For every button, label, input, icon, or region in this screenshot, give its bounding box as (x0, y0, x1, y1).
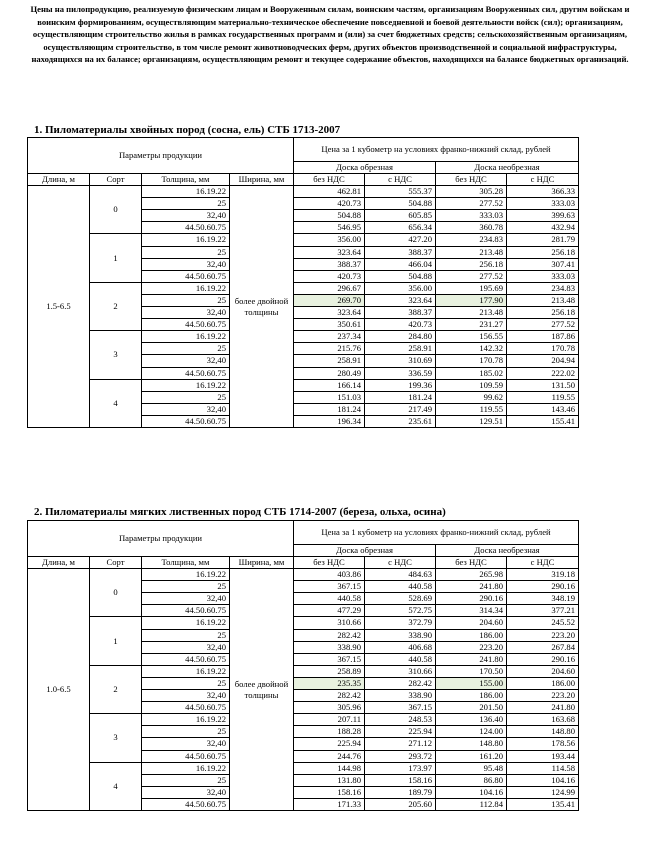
grade-header: Сорт (90, 557, 142, 569)
price-cell: 462.81 (294, 186, 365, 198)
price-cell: 144.98 (294, 762, 365, 774)
price-cell: 280.49 (294, 367, 365, 379)
thickness-cell: 25 (142, 726, 230, 738)
grade-cell: 3 (90, 331, 142, 379)
price-cell: 114.58 (507, 762, 579, 774)
price-cell: 256.18 (507, 246, 579, 258)
with-vat-header: с НДС (507, 174, 579, 186)
no-vat-header: без НДС (436, 174, 507, 186)
price-cell: 235.35 (294, 677, 365, 689)
price-cell: 158.16 (294, 786, 365, 798)
thickness-cell: 44.50.60.75 (142, 750, 230, 762)
price-cell: 305.28 (436, 186, 507, 198)
price-cell: 223.20 (436, 641, 507, 653)
price-cell: 170.50 (436, 665, 507, 677)
price-cell: 241.80 (436, 653, 507, 665)
thickness-cell: 25 (142, 246, 230, 258)
price-cell: 256.18 (507, 307, 579, 319)
price-cell: 372.79 (365, 617, 436, 629)
price-cell: 187.86 (507, 331, 579, 343)
price-cell: 420.73 (294, 198, 365, 210)
price-cell: 204.60 (507, 665, 579, 677)
price-cell: 338.90 (365, 690, 436, 702)
thickness-cell: 32,40 (142, 593, 230, 605)
price-cell: 181.24 (365, 391, 436, 403)
no-vat-header: без НДС (294, 174, 365, 186)
price-cell: 170.78 (436, 355, 507, 367)
thickness-cell: 32,40 (142, 738, 230, 750)
thickness-cell: 44.50.60.75 (142, 653, 230, 665)
price-cell: 290.16 (507, 653, 579, 665)
grade-cell: 0 (90, 569, 142, 617)
no-vat-header: без НДС (436, 557, 507, 569)
price-cell: 131.80 (294, 774, 365, 786)
price-cell: 196.34 (294, 415, 365, 427)
price-cell: 267.84 (507, 641, 579, 653)
price-cell: 271.12 (365, 738, 436, 750)
grade-cell: 2 (90, 282, 142, 330)
price-cell: 440.58 (365, 581, 436, 593)
price-cell: 136.40 (436, 714, 507, 726)
price-cell: 282.42 (294, 629, 365, 641)
price-cell: 258.91 (294, 355, 365, 367)
price-cell: 155.00 (436, 677, 507, 689)
table-row (28, 617, 579, 629)
width-header: Ширина, мм (230, 557, 294, 569)
price-cell: 244.76 (294, 750, 365, 762)
price-cell: 234.83 (507, 282, 579, 294)
thickness-cell: 25 (142, 391, 230, 403)
thickness-cell: 16.19.22 (142, 331, 230, 343)
price-cell: 282.42 (294, 690, 365, 702)
thickness-cell: 25 (142, 294, 230, 306)
thickness-cell: 44.50.60.75 (142, 270, 230, 282)
length-cell: 1.5-6.5 (28, 186, 90, 428)
price-cell: 204.60 (436, 617, 507, 629)
price-cell: 241.80 (436, 581, 507, 593)
price-table-softwood (27, 137, 579, 428)
thickness-cell: 25 (142, 677, 230, 689)
price-cell: 213.48 (436, 246, 507, 258)
price-cell: 333.03 (507, 270, 579, 282)
grade-header: Сорт (90, 174, 142, 186)
price-cell: 86.80 (436, 774, 507, 786)
edged-header: Доска обрезная (294, 544, 436, 556)
price-cell: 281.79 (507, 234, 579, 246)
price-cell: 155.41 (507, 415, 579, 427)
price-cell: 104.16 (436, 786, 507, 798)
price-cell: 356.00 (294, 234, 365, 246)
price-cell: 484.63 (365, 569, 436, 581)
table-row (28, 665, 579, 677)
price-cell: 131.50 (507, 379, 579, 391)
price-cell: 338.90 (365, 629, 436, 641)
price-cell: 258.91 (365, 343, 436, 355)
price-cell: 440.58 (365, 653, 436, 665)
price-cell: 188.28 (294, 726, 365, 738)
price-cell: 163.68 (507, 714, 579, 726)
price-cell: 367.15 (294, 581, 365, 593)
thickness-cell: 25 (142, 343, 230, 355)
price-cell: 504.88 (365, 198, 436, 210)
price-cell: 207.11 (294, 714, 365, 726)
price-cell: 158.16 (365, 774, 436, 786)
price-cell: 356.00 (365, 282, 436, 294)
thickness-cell: 44.50.60.75 (142, 222, 230, 234)
thickness-cell: 25 (142, 629, 230, 641)
price-cell: 223.20 (507, 690, 579, 702)
price-cell: 235.61 (365, 415, 436, 427)
thickness-cell: 32,40 (142, 258, 230, 270)
table-row (28, 379, 579, 391)
table-row (28, 234, 579, 246)
price-cell: 193.44 (507, 750, 579, 762)
grade-cell: 4 (90, 379, 142, 427)
width-cell: более двойной толщины (230, 186, 294, 428)
price-cell: 148.80 (507, 726, 579, 738)
price-cell: 213.48 (436, 307, 507, 319)
width-header: Ширина, мм (230, 174, 294, 186)
thickness-cell: 32,40 (142, 641, 230, 653)
price-cell: 406.68 (365, 641, 436, 653)
price-cell: 432.94 (507, 222, 579, 234)
price-header: Цена за 1 кубометр на условиях франко-нижний склад, рублей (294, 138, 579, 162)
price-cell: 215.76 (294, 343, 365, 355)
table-row (28, 331, 579, 343)
price-cell: 222.02 (507, 367, 579, 379)
price-cell: 258.89 (294, 665, 365, 677)
price-cell: 427.20 (365, 234, 436, 246)
price-cell: 310.69 (365, 355, 436, 367)
table-row (28, 186, 579, 198)
thickness-cell: 44.50.60.75 (142, 702, 230, 714)
price-cell: 201.50 (436, 702, 507, 714)
grade-cell: 1 (90, 617, 142, 665)
thickness-cell: 16.19.22 (142, 665, 230, 677)
price-cell: 367.15 (294, 653, 365, 665)
thickness-cell: 16.19.22 (142, 282, 230, 294)
price-cell: 504.88 (365, 270, 436, 282)
price-cell: 119.55 (436, 403, 507, 415)
price-cell: 129.51 (436, 415, 507, 427)
price-cell: 555.37 (365, 186, 436, 198)
thickness-cell: 32,40 (142, 210, 230, 222)
price-cell: 323.64 (294, 307, 365, 319)
price-cell: 124.00 (436, 726, 507, 738)
price-cell: 156.55 (436, 331, 507, 343)
price-cell: 388.37 (365, 307, 436, 319)
thickness-cell: 25 (142, 581, 230, 593)
length-header: Длина, м (28, 557, 90, 569)
price-cell: 143.46 (507, 403, 579, 415)
table-row (28, 762, 579, 774)
thickness-cell: 25 (142, 198, 230, 210)
price-cell: 225.94 (294, 738, 365, 750)
price-cell: 256.18 (436, 258, 507, 270)
price-cell: 277.52 (507, 319, 579, 331)
table-row (28, 714, 579, 726)
intro-text: Цены на пилопродукцию, реализуемую физическим лицам и Вооруженным силам, воинским частям, организациям Вооруженных сил, другим войскам и воинским формированиям, осуществляющим материально-техническое обеспечение повседневной и боевой деятельности войск (сил); организациям, осуществляющим строительство жилья в рамках государственных программ и (или) за счет бюджетных средств; сельскохозяйственным организациям, осуществляющим строительство, в том числе ремонт животноводческих ферм, других объектов производственной и социальной инфраструктуры, находящихся на их балансе; организациям, осуществляющим ремонт и текущее содержание объектов, находящихся на балансе бюджетных организаций. (30, 4, 630, 65)
thickness-cell: 25 (142, 774, 230, 786)
price-cell: 420.73 (294, 270, 365, 282)
price-cell: 360.78 (436, 222, 507, 234)
price-cell: 204.94 (507, 355, 579, 367)
price-cell: 314.34 (436, 605, 507, 617)
price-cell: 333.03 (436, 210, 507, 222)
thickness-header: Толщина, мм (142, 174, 230, 186)
price-cell: 142.32 (436, 343, 507, 355)
price-cell: 377.21 (507, 605, 579, 617)
with-vat-header: с НДС (365, 174, 436, 186)
table-row (28, 569, 579, 581)
thickness-cell: 44.50.60.75 (142, 798, 230, 810)
price-cell: 388.37 (294, 258, 365, 270)
price-cell: 399.63 (507, 210, 579, 222)
price-cell: 181.24 (294, 403, 365, 415)
thickness-cell: 32,40 (142, 355, 230, 367)
price-cell: 367.15 (365, 702, 436, 714)
price-cell: 572.75 (365, 605, 436, 617)
thickness-cell: 16.19.22 (142, 569, 230, 581)
price-cell: 477.29 (294, 605, 365, 617)
params-header: Параметры продукции (28, 138, 294, 174)
price-header: Цена за 1 кубометр на условиях франко-нижний склад, рублей (294, 521, 579, 545)
price-cell: 148.80 (436, 738, 507, 750)
price-cell: 310.66 (365, 665, 436, 677)
thickness-cell: 32,40 (142, 307, 230, 319)
unedged-header: Доска необрезная (436, 161, 579, 173)
width-cell: более двойной толщины (230, 569, 294, 811)
price-cell: 205.60 (365, 798, 436, 810)
price-cell: 173.97 (365, 762, 436, 774)
thickness-cell: 16.19.22 (142, 714, 230, 726)
price-cell: 333.03 (507, 198, 579, 210)
grade-cell: 0 (90, 186, 142, 234)
price-cell: 231.27 (436, 319, 507, 331)
price-cell: 269.70 (294, 294, 365, 306)
thickness-cell: 16.19.22 (142, 186, 230, 198)
grade-cell: 3 (90, 714, 142, 762)
price-cell: 171.33 (294, 798, 365, 810)
price-cell: 504.88 (294, 210, 365, 222)
price-cell: 466.04 (365, 258, 436, 270)
price-cell: 338.90 (294, 641, 365, 653)
thickness-cell: 44.50.60.75 (142, 319, 230, 331)
price-cell: 323.64 (294, 246, 365, 258)
length-cell: 1.0-6.5 (28, 569, 90, 811)
price-cell: 277.52 (436, 270, 507, 282)
price-cell: 213.48 (507, 294, 579, 306)
price-cell: 223.20 (507, 629, 579, 641)
price-cell: 189.79 (365, 786, 436, 798)
price-cell: 265.98 (436, 569, 507, 581)
price-cell: 178.56 (507, 738, 579, 750)
no-vat-header: без НДС (294, 557, 365, 569)
price-cell: 319.18 (507, 569, 579, 581)
price-cell: 99.62 (436, 391, 507, 403)
thickness-cell: 44.50.60.75 (142, 367, 230, 379)
price-cell: 290.16 (436, 593, 507, 605)
price-cell: 109.59 (436, 379, 507, 391)
price-cell: 186.00 (436, 690, 507, 702)
with-vat-header: с НДС (365, 557, 436, 569)
with-vat-header: с НДС (507, 557, 579, 569)
price-cell: 104.16 (507, 774, 579, 786)
price-cell: 290.16 (507, 581, 579, 593)
price-cell: 296.67 (294, 282, 365, 294)
price-table-hardwood (27, 520, 579, 811)
price-cell: 166.14 (294, 379, 365, 391)
price-cell: 217.49 (365, 403, 436, 415)
price-cell: 185.02 (436, 367, 507, 379)
price-cell: 305.96 (294, 702, 365, 714)
price-cell: 307.41 (507, 258, 579, 270)
price-cell: 277.52 (436, 198, 507, 210)
price-cell: 284.80 (365, 331, 436, 343)
price-cell: 605.85 (365, 210, 436, 222)
price-cell: 403.86 (294, 569, 365, 581)
price-cell: 310.66 (294, 617, 365, 629)
price-cell: 420.73 (365, 319, 436, 331)
price-cell: 112.84 (436, 798, 507, 810)
price-cell: 336.59 (365, 367, 436, 379)
table-row (28, 282, 579, 294)
price-cell: 95.48 (436, 762, 507, 774)
price-cell: 234.83 (436, 234, 507, 246)
thickness-cell: 32,40 (142, 786, 230, 798)
grade-cell: 1 (90, 234, 142, 282)
length-header: Длина, м (28, 174, 90, 186)
price-cell: 186.00 (436, 629, 507, 641)
price-cell: 170.78 (507, 343, 579, 355)
price-cell: 241.80 (507, 702, 579, 714)
price-cell: 656.34 (365, 222, 436, 234)
grade-cell: 4 (90, 762, 142, 810)
section-1-title: 1. Пиломатериалы хвойных пород (сосна, ель) СТБ 1713-2007 (34, 124, 341, 136)
price-cell: 350.61 (294, 319, 365, 331)
price-cell: 528.69 (365, 593, 436, 605)
price-cell: 225.94 (365, 726, 436, 738)
section-2-title: 2. Пиломатериалы мягких лиственных пород СТБ 1714-2007 (береза, ольха, осина) (34, 506, 446, 518)
price-cell: 177.90 (436, 294, 507, 306)
thickness-cell: 16.19.22 (142, 379, 230, 391)
thickness-cell: 16.19.22 (142, 762, 230, 774)
price-cell: 124.99 (507, 786, 579, 798)
price-cell: 282.42 (365, 677, 436, 689)
price-cell: 388.37 (365, 246, 436, 258)
price-cell: 366.33 (507, 186, 579, 198)
price-cell: 237.34 (294, 331, 365, 343)
price-cell: 440.58 (294, 593, 365, 605)
price-cell: 248.53 (365, 714, 436, 726)
thickness-cell: 44.50.60.75 (142, 605, 230, 617)
thickness-header: Толщина, мм (142, 557, 230, 569)
grade-cell: 2 (90, 665, 142, 713)
thickness-cell: 44.50.60.75 (142, 415, 230, 427)
price-cell: 245.52 (507, 617, 579, 629)
unedged-header: Доска необрезная (436, 544, 579, 556)
price-cell: 546.95 (294, 222, 365, 234)
price-cell: 151.03 (294, 391, 365, 403)
price-cell: 293.72 (365, 750, 436, 762)
price-cell: 161.20 (436, 750, 507, 762)
price-cell: 135.41 (507, 798, 579, 810)
price-cell: 348.19 (507, 593, 579, 605)
params-header: Параметры продукции (28, 521, 294, 557)
thickness-cell: 16.19.22 (142, 617, 230, 629)
price-cell: 195.69 (436, 282, 507, 294)
price-cell: 199.36 (365, 379, 436, 391)
thickness-cell: 32,40 (142, 690, 230, 702)
price-cell: 119.55 (507, 391, 579, 403)
thickness-cell: 16.19.22 (142, 234, 230, 246)
price-cell: 186.00 (507, 677, 579, 689)
price-cell: 323.64 (365, 294, 436, 306)
thickness-cell: 32,40 (142, 403, 230, 415)
edged-header: Доска обрезная (294, 161, 436, 173)
